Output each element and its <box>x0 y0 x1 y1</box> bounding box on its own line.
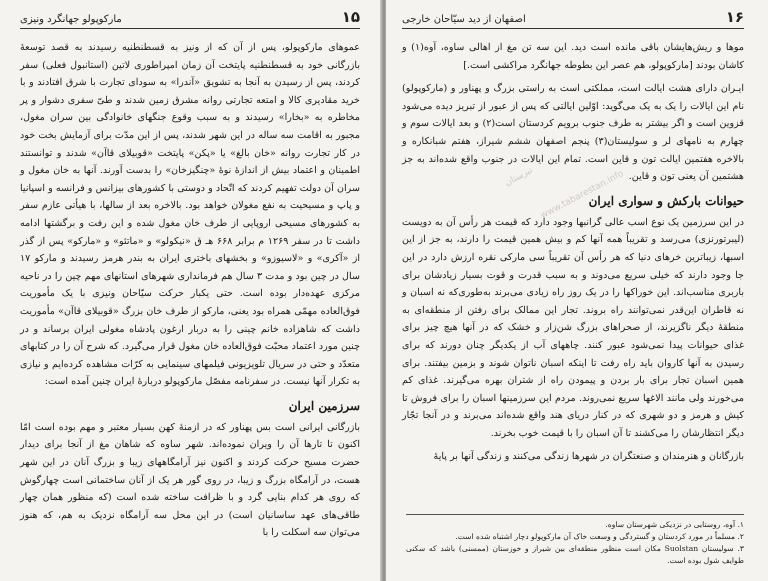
left-section-heading: سرزمین ایران <box>288 398 360 413</box>
right-running-head <box>402 8 744 29</box>
right-section-heading: حیوانات بارکش و سواری ایران <box>588 193 744 208</box>
right-page-number: ۱۶ <box>725 8 744 26</box>
left-page <box>0 0 382 581</box>
footnote-3: ۳. سولیستان Suolstan مکان است منظور منطقه‌ای بین شیراز و خوزستان (ممسنی) باشد که سکنی طوایف شول بوده است. <box>406 544 744 565</box>
left-paragraph-2: بازرگانی ایرانی است بس پهناور که در ازمنهٔ کهن بسیار معتبر و مهم بوده است امّا اکنون تا تارها آن را ویران نموده‌اند. شهر ساوه که شاهان مغ از آنجا برای دیدار حضرت مسیح حرکت کردند و اکنون نیز آرامگاههای زیبا و بزرگ آنان در این شهر هست، در آرامگاه بزرگ و زیبا، در روی گور هر یک از آنان ساختمانی است چهارگوش که روی هر کدام بنایی گرد و با ظرافت ساخته شده است (که منظور همان چهار طاقی‌های عهد ساسانیان است) در این محل سه آرامگاه نزدیک به هم، که هنوز می‌توان سه اسکلت را با <box>20 421 360 539</box>
right-running-title: اصفهان از دید سیّاحان خارجی <box>402 14 526 25</box>
right-paragraph-3: در این سرزمین یک نوع اسب عالی گرانبها وجود دارد که قیمت هر رأس آن به دویست (لیبرتورنزی) می‌رسد و تقریباً همه آنها کم و بیش همین قیمت را دارند، به جز از این اسبها، زیباترین خرهای دنیا که هر رأس آن تقریباً سی مارکی نقره ارزش دارد در این جا وجود دارند که خیلی سریع می‌دوند و به سبب قدرت و قوت بسیار زیادشان برای باربری مناسب‌اند. این خورا‌کها را در یک روز راه زیادی می‌برند به‌طوری‌که نه اسبان و نه قاطران این‌قدر نمی‌توانند راه بروند. تجار این ممالک برای رفتن از منطقه‌ای به منطقهٔ دیگر ناگزیرند، از صحراهای بزرگ شن‌زار و خشک که در آنها هیچ چیز برای غذای حیوانات پیدا نمی‌شود عبور کنند. چاههای آب از یکدیگر چنان دورند که برای رسیدن به آنها کاروان باید راه رفت تا اینکه اسبان ناتوان شوند و بزمین بیفتند. برای همین اسبان تجار برای بار بردن و پیمودن راه از شتران بهره می‌گیرند. غذای کم می‌خورند ولی مانند الاغها سریع نمی‌روند. مردم این سرزمینها اسبان را برای فروش تا کیش و هرمز و دو شهری که در کنار دریای هند واقع شده‌اند می‌برند و در آنجا تجّار دیگر انتظارشان را می‌کشند تا آن اسبان را با قیمت خوب بخرند. <box>402 216 744 439</box>
footnote-1: ۱. آوه، روستایی در نزدیکی شهرستان ساوه. <box>605 520 744 529</box>
footnotes <box>406 514 744 567</box>
right-paragraph-2: ایـران دارای هشت ایالت است، مملکتی است به راستی بزرگ و پهناور و (مارکوپولو) نام این ایالات را یک به یک می‌گوید: اوّلین ایالتی که پس از عبور از تبریز دیده می‌شود قزوین است و اگر بیشتر به طرف جنوب برویم کردستان است(۲) و بعد ایالات سوم و چهارم به نامهای لر و سولیستان(۳) پنجم اصفهان ششم شیراز، هفتم شبانکاره و بالاخره هفتمین ایالت تون و قاین است. تمام این ایالات در جنوب واقع شده‌اند به جز هشتمین آن یعنی تون و قاین. <box>402 83 745 183</box>
right-page <box>386 0 768 581</box>
watermark-persian: تبرستان <box>503 165 535 189</box>
left-page-number: ۱۵ <box>341 8 360 26</box>
right-paragraph-1: موها و ریش‌هایشان باقی مانده است دید. این سه تن مغ از اهالی ساوه، آوه(۱) و کاشان بودند [مارکوپولو، هم عصر این بطوطه جهانگرد مراکشی است.] <box>402 42 744 71</box>
left-running-head <box>20 8 360 29</box>
right-paragraph-4: بازرگانان و هنرمندان و صنعتگران در شهرها زندگی می‌کنند و زندگی آنها بر پایهٔ <box>433 451 744 463</box>
left-running-title: مارکوپولو جهانگرد ونیزی <box>20 14 122 25</box>
left-paragraph-1: عموهای مارکوپولو، پس از آن که از ونیز به قسطنطنیه رسیدند به قصد توسعهٔ بازرگانی خود به قسطنطنیه پایتخت آن زمان امپراطوری لاتین (استانبول فعلی) سفر کردند، پس از رسیدن به آنجا به تشویق «آندرا» به سودای تجارت با شرق افتادند و با خرید مقادیری کالا و امتعه تجارتی روانه مشرق زمین شدند و طیّ سفری دشوار و پر مخاطره به «بخارا» رسیدند و به سبب وقوع جنگهای خانوادگی بین سران مغول، مجبور به اقامت سه ساله در این شهر شدند، پس از این مدّت برای آزمایش بخت خود در کار تجارت روانه «خان بالغ» یا «پکن» پایتخت «قوبیلای قاآن» شدند و توانستند اطمینان و اعتماد بیش از اندازهٔ نوهٔ «چنگیزخان» را بدست آورند. آنها به خان مغول و سران آن دولت تفهیم کردند که اتّحاد و دوستی با کشورهای بیزانس و فرانسه و اسپانیا و پاپ و مسیحیت به نفع مغولان خواهد بود. بالاخره بعد از سالها، با هیأتی عازم سفر به کشورهای مسیحی اروپایی از طرف خان مغول شده و این رفت و برگشتها ادامه داشت تا در سفر ۱۲۶۹ م برابر ۶۶۸ هـ ق «نیکولو» و «ماتئو» و «مارکو» پس از گذر از «آکری» و «لاسیوزو» و بخشهای باختری ایران به بندر هرمز رسیدند و مارکو ۱۷ سال در چین بود و مدت ۳ سال هم فرمانداری شهرهای استانهای مهم چین را در ناحیه مرکزی عهده‌دار بوده است. حتی یکبار حرکت سیّاحان ونیزی با یک مأموریت فوق‌العاده مهمّی همراه بود یعنی، مارکو از طرف خان بزرگ «قوبیلای قاآن» مأموریت داشت که شاهزاده خانم چینی را به دربار ارغون پادشاه مغولی ایران برساند و در چنین مورد اعتماد محبّت فوق‌العاده خان مغول قرار می‌گیرد. که شرح آن را در کتابهای متعدّد و حتی در سریال تلویزیونی فیلمهای سینمایی به کرّات مشاهده کرده‌ایم و نیازی به تکرار آنها نیست. در سفرنامه مفصّل مارکوپولو دربارهٔ ایران چنین آمده است: <box>20 42 360 388</box>
footnote-2: ۲. مسلماً در مورد کردستان و گستردگی و وسعت خاک آن مارکوپولو دچار اشتباه شده است. <box>455 532 744 541</box>
watermark-url: www.tabarestan.info <box>539 168 626 222</box>
